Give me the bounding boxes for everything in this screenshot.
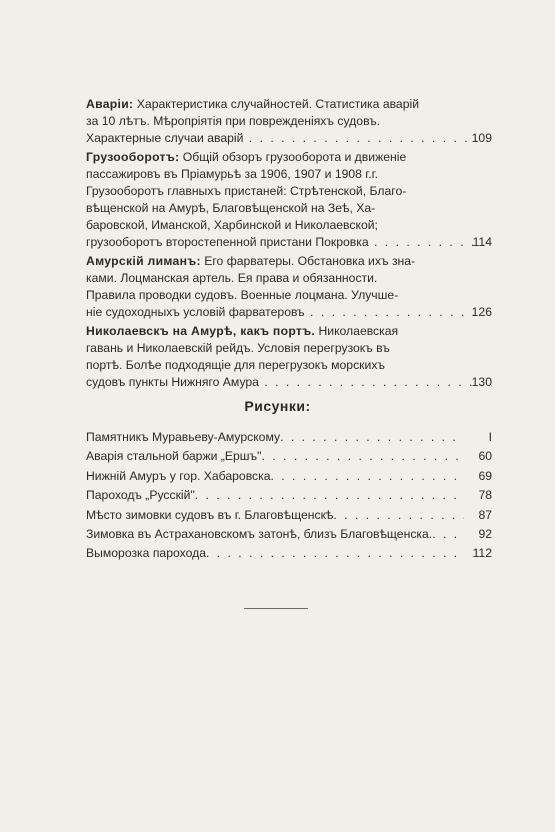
toc-entry-freight xyxy=(86,149,492,251)
leader-dots xyxy=(195,486,464,505)
toc-text: Николаевская xyxy=(318,324,399,338)
toc-text: ками. Лоцманская артель. Ея права и обязанности. xyxy=(86,271,378,285)
illustration-title: Зимовка въ Астрахановскомъ затонѣ, близъ Благовѣщенска. xyxy=(86,527,433,542)
toc-page-number: 109 xyxy=(471,131,492,145)
toc-text: баровской, Иманской, Харбинской и Николаевской; xyxy=(86,218,378,232)
illustration-title: Пароходъ „Русскiй" xyxy=(86,488,195,503)
leader-dots xyxy=(280,428,464,447)
list-item xyxy=(86,447,492,466)
toc-heading: Аварiи: xyxy=(86,97,134,111)
toc-text: гавань и Николаевскiй рейдъ. Условiя перегрузокъ въ xyxy=(86,341,390,355)
toc-entry-accidents xyxy=(86,96,492,147)
toc-heading: Николаевскъ на Амурѣ, какъ портъ. xyxy=(86,324,316,338)
toc-heading: Грузооборотъ: xyxy=(86,150,180,164)
toc-text: портѣ. Болѣе подходящiе для перегрузокъ морскихъ xyxy=(86,358,386,372)
toc-entry-liman xyxy=(86,253,492,321)
illustrations-list xyxy=(86,428,492,564)
illustration-page: 69 xyxy=(478,468,492,483)
leader-dots xyxy=(271,467,464,486)
toc-text: нiе судоходныхъ условiй фарватеровъ xyxy=(86,305,305,319)
toc-text: Характеристика случайностей. Статистика аварiй xyxy=(136,97,420,111)
leader-dots xyxy=(333,506,464,525)
leader-dots xyxy=(206,544,464,563)
list-item xyxy=(86,544,492,563)
illustration-page: 87 xyxy=(478,507,492,522)
toc-text: судовъ пункты Нижняго Амура xyxy=(86,375,259,389)
toc-entry-nikolaevsk xyxy=(86,323,492,391)
toc-page-number: 130 xyxy=(471,375,492,389)
illustration-page: 112 xyxy=(472,546,492,561)
toc-text: вѣщенской на Амурѣ, Благовѣщенской на Зеѣ, Ха- xyxy=(86,201,376,215)
illustration-title: Нижнiй Амуръ у гор. Хабаровска xyxy=(86,468,271,483)
toc-text: Его фарватеры. Обстановка ихъ зна- xyxy=(204,254,416,268)
toc-text: Грузооборотъ главныхъ пристаней: Стрѣтенской, Благо- xyxy=(86,184,407,198)
toc-page-number: 114 xyxy=(472,235,492,249)
list-item xyxy=(86,486,492,505)
list-item xyxy=(86,467,492,486)
toc-page-number: 126 xyxy=(471,305,492,319)
illustration-page: 60 xyxy=(478,449,492,464)
leader-dots xyxy=(262,447,465,466)
leader-dots xyxy=(432,525,464,544)
illustration-title: Аварiя стальной баржи „Ершъ" xyxy=(86,449,262,464)
toc-text: Правила проводки судовъ. Военные лоцмана. Улучше- xyxy=(86,288,399,302)
toc-text: Характерные случаи аварiй xyxy=(86,131,244,145)
leader-dots xyxy=(243,131,492,145)
illustration-title: Памятникъ Муравьеву-Амурскому xyxy=(86,430,281,444)
toc-text: пассажировъ въ Прiамурьѣ за 1906, 1907 и 1908 г.г. xyxy=(86,167,378,181)
illustration-page: 92 xyxy=(478,527,492,542)
illustration-title: Мѣсто зимовки судовъ въ г. Благовѣщенскѣ xyxy=(86,507,334,522)
toc-text: за 10 лѣтъ. Мѣропрiятiя при поврежденiяхъ судовъ. xyxy=(86,114,381,128)
illustration-page: I xyxy=(488,430,492,444)
list-item xyxy=(86,506,492,525)
toc-heading: Амурскiй лиманъ: xyxy=(86,254,201,268)
illustrations-heading: Рисунки: xyxy=(244,398,311,414)
closing-rule xyxy=(244,608,308,609)
toc-text: грузооборотъ второстепенной пристани Покровка xyxy=(86,235,369,249)
table-of-contents xyxy=(86,96,492,393)
list-item xyxy=(86,428,492,447)
toc-text: Общiй обзоръ грузооборота и движенiе xyxy=(182,150,407,164)
illustration-page: 78 xyxy=(478,488,492,503)
illustration-title: Выморозка парохода xyxy=(86,546,206,561)
list-item xyxy=(86,525,492,544)
